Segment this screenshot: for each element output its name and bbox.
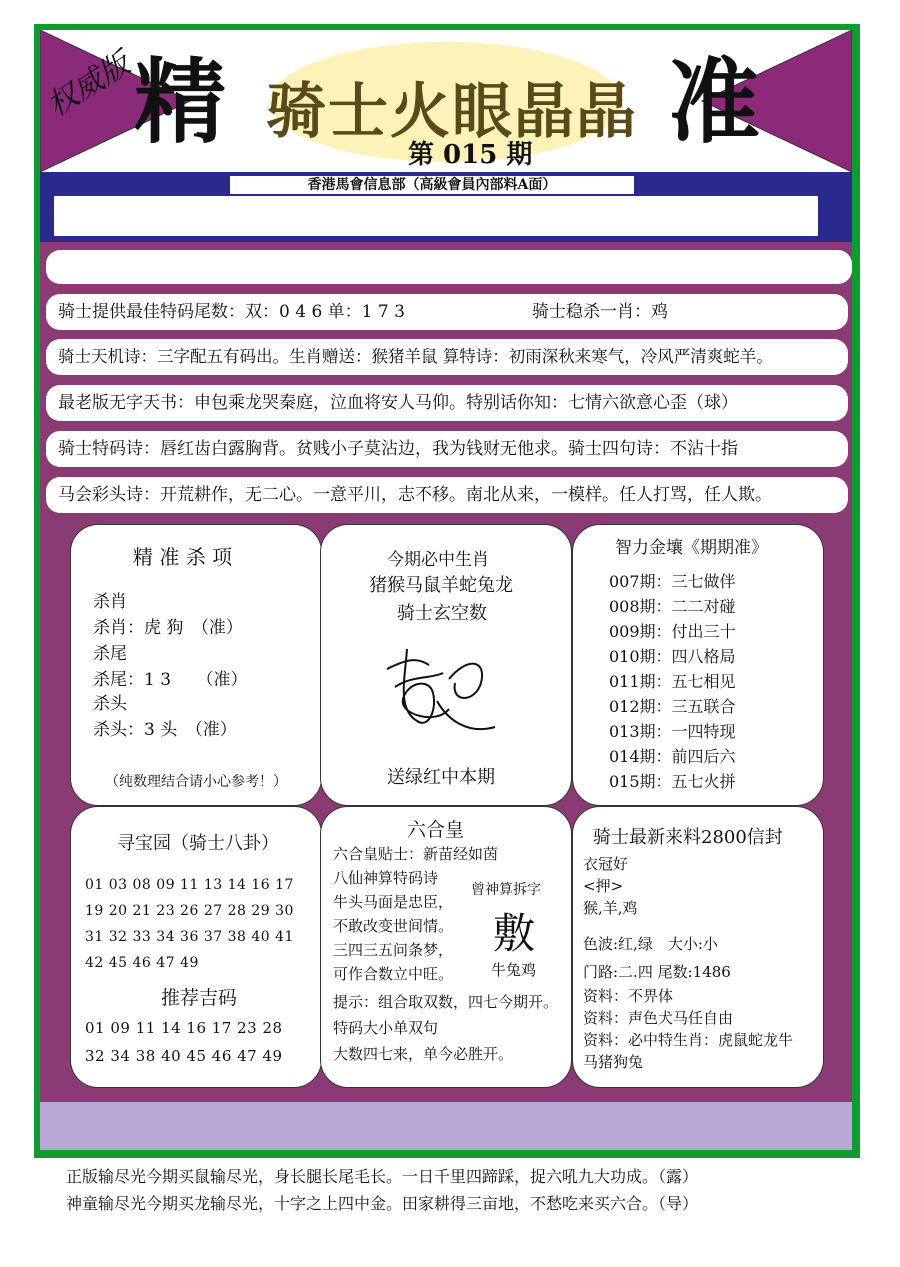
row-left-text: 骑士天机诗：三字配五有码出。生肖赠送：猴猪羊鼠 算特诗：初雨深秋来寒气，冷风严清爽蛇羊。: [58, 347, 773, 366]
row-left-text: 最老版无字天书：申包乘龙哭秦庭，泣血将安人马仰。特别话你知：七情六欲意心歪（球）: [58, 393, 738, 413]
treasure-numbers-row: 31 32 33 34 36 37 38 40 41: [85, 929, 294, 945]
row-left-text: 骑士提供最佳特码尾数：双：0 4 6 单：1 7 3: [58, 302, 405, 322]
recommend-numbers-row: 01 09 11 14 16 17 23 28: [85, 1019, 283, 1037]
wisdom-item: 011期：五七相见: [609, 672, 736, 691]
kill-line: 杀肖: [93, 592, 127, 612]
liuhe-line: 六合皇贴士：新苗经如茵: [333, 845, 499, 863]
right-big-char: 准: [668, 48, 761, 156]
kill-panel: [70, 524, 322, 806]
row-oracle-poem: [46, 339, 848, 375]
wisdom-item: 012期：三五联合: [609, 697, 736, 716]
liuhe-side-animals: 牛兔鸡: [491, 961, 537, 979]
wisdom-item: 013期：一四特现: [609, 722, 736, 741]
authority-badge: 权威版: [41, 46, 137, 124]
latest-panel: [572, 806, 824, 1088]
row-skybook: [46, 385, 848, 421]
latest-line: 资料：必中特生肖：虎鼠蛇龙牛: [583, 1031, 794, 1049]
footer-line: 正版输尽光今期买鼠输尽光，身长腿长尾毛长。一日千里四蹄踩，捉六吼九大功成。（露）: [66, 1167, 699, 1186]
liuhe-tip: 提示：组合取双数，四七今期开。: [333, 993, 559, 1011]
latest-line: 资料：不畀体: [583, 987, 674, 1005]
wisdom-item: 015期：五七火拼: [609, 772, 736, 791]
must-line1: 今期必中生肖: [387, 550, 489, 570]
wisdom-item: 007期：三七做伴: [609, 572, 736, 591]
kill-note: （纯数理结合请小心参考！）: [105, 774, 287, 790]
must-bottom: 送绿红中本期: [387, 767, 495, 788]
treasure-numbers-row: 42 45 46 47 49: [85, 955, 199, 971]
latest-line: <押>: [583, 877, 624, 895]
row-special-poem: [46, 431, 848, 467]
handwritten-signature: [377, 639, 507, 739]
treasure-numbers-row: 19 20 21 23 26 27 28 29 30: [85, 903, 294, 919]
kill-line: 杀肖：虎 狗 （准）: [93, 618, 243, 638]
liuhe-tail: 特码大小单双句: [333, 1019, 439, 1037]
liuhe-line: 八仙神算特码诗: [333, 869, 439, 887]
liuhe-line: 可作合数立中旺。: [333, 965, 454, 983]
must-line3: 骑士玄空数: [397, 603, 487, 624]
recommend-title: 推荐吉码: [161, 987, 238, 1009]
issue-number: 第 015 期: [408, 140, 533, 170]
treasure-title: 寻宝园（骑士八卦）: [117, 833, 279, 854]
row-left-text: 马会彩头诗：开荒耕作，无二心。一意平川，志不移。南北从来，一模样。任人打骂，任人欺。: [58, 485, 772, 505]
liuhe-line: 三四三五问条梦，: [333, 941, 454, 959]
wisdom-item: 009期：付出三十: [609, 622, 736, 641]
kill-line: 杀头: [93, 694, 127, 714]
kill-title: 精 准 杀 项: [133, 545, 233, 569]
treasure-numbers-row: 01 03 08 09 11 13 14 16 17: [85, 877, 294, 893]
treasure-panel: [70, 806, 322, 1088]
wisdom-item: 014期：前四后六: [609, 747, 736, 766]
kill-line: 杀尾：1 3 （准）: [93, 670, 248, 690]
liuhe-line: 不敢改变世间情。: [333, 917, 454, 935]
liuhe-panel: [320, 806, 572, 1088]
latest-line: 色波:红,绿 大小:小: [583, 935, 718, 953]
kill-line: 杀尾: [93, 644, 127, 664]
kill-line: 杀头：3 头 （准）: [93, 720, 237, 740]
liuhe-big-char: 敷: [493, 909, 536, 958]
wisdom-panel: [572, 524, 824, 806]
row-left-text: 骑士特码诗：唇红齿白露胸背。贫贱小子莫沾边，我为钱财无他求。骑士四句诗：不沾十指: [58, 439, 738, 459]
masthead-title: 骑士火眼晶晶: [266, 77, 638, 147]
must-panel: [320, 524, 572, 806]
latest-line: 马猪狗兔: [583, 1053, 644, 1071]
row-lucky-poem: [46, 477, 848, 513]
liuhe-title: 六合皇: [407, 819, 465, 841]
liuhe-side-label: 曾神算拆字: [471, 882, 541, 898]
ribbon-label: 香港馬會信息部（高級會員內部料A面）: [230, 176, 634, 194]
latest-line: 资料：声色犬马任自由: [583, 1009, 734, 1027]
latest-line: 门路:二.四 尾数:1486: [583, 963, 731, 981]
left-big-char: 精: [134, 48, 227, 156]
liuhe-tail: 大数四七来，单今必胜开。: [333, 1045, 514, 1063]
must-line2: 猪猴马鼠羊蛇兔龙: [369, 575, 513, 596]
wisdom-item: 008期：二二对碰: [609, 597, 736, 616]
row-tail-numbers: [46, 294, 848, 330]
recommend-numbers-row: 32 34 38 40 45 46 47 49: [85, 1047, 283, 1065]
blank-bar: [46, 250, 852, 284]
latest-line: 衣冠好: [583, 855, 629, 873]
liuhe-line: 牛头马面是忠臣，: [333, 893, 454, 911]
latest-line: 猴,羊,鸡: [583, 899, 638, 917]
wisdom-item: 010期：四八格局: [609, 647, 736, 666]
latest-title: 骑士最新来料2800信封: [593, 827, 783, 848]
ribbon-blank: [54, 196, 818, 236]
masthead: [40, 30, 852, 172]
wisdom-title: 智力金壤《期期准》: [615, 538, 768, 558]
lavender-band: [40, 1102, 852, 1150]
row-right-text: 骑士稳杀一肖：鸡: [532, 302, 668, 322]
footer-line: 神童输尽光今期买龙输尽光，十字之上四中金。田家耕得三亩地，不愁吃来买六合。（导）: [66, 1194, 699, 1213]
